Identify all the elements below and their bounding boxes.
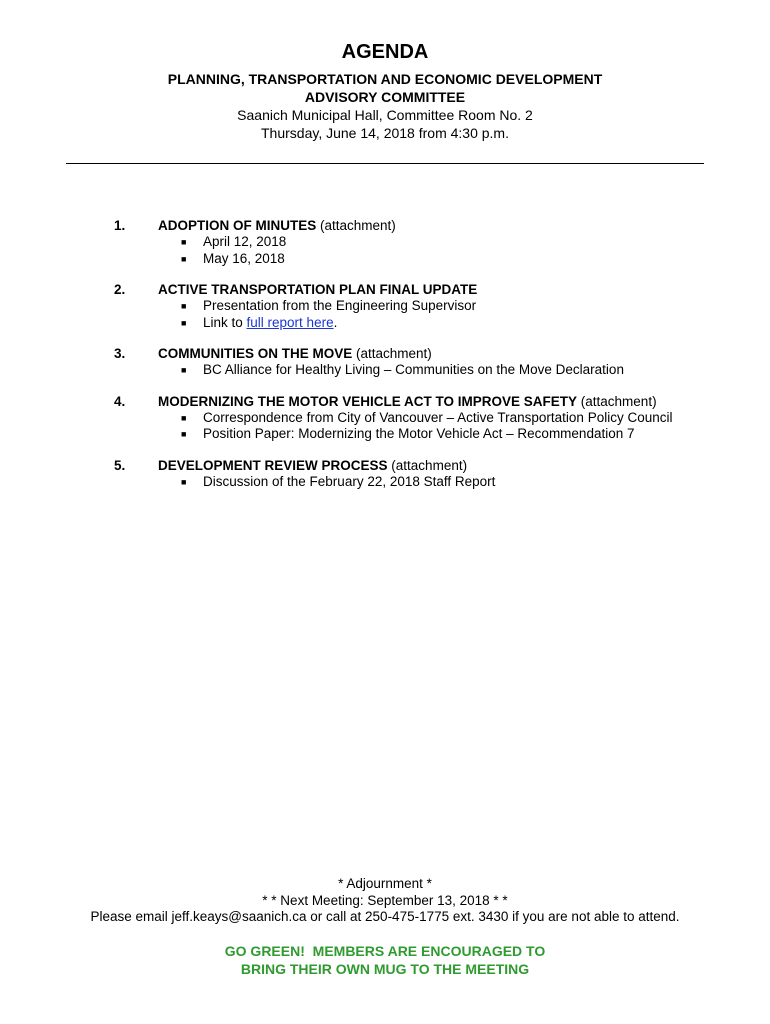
committee-name-line-1: PLANNING, TRANSPORTATION AND ECONOMIC DEVELOPMENT (167, 71, 603, 87)
page-title: AGENDA (341, 41, 429, 63)
committee-name-line-2: ADVISORY COMMITTEE (304, 89, 466, 105)
list-item (181, 362, 770, 379)
square-bullet-icon: ■ (181, 301, 187, 311)
agenda-item-heading (158, 457, 770, 474)
agenda-item-number: 3. (114, 346, 126, 361)
square-bullet-icon: ■ (181, 365, 187, 375)
adjournment-line: * Adjournment * (338, 876, 432, 891)
list-item (181, 410, 770, 427)
square-bullet-icon: ■ (181, 237, 187, 247)
agenda-item-title: COMMUNITIES ON THE MOVE (158, 346, 353, 361)
list-item (181, 234, 770, 251)
agenda-item-3 (0, 345, 770, 379)
agenda-item-title: ACTIVE TRANSPORTATION PLAN FINAL UPDATE (158, 282, 478, 297)
list-item (181, 315, 770, 332)
go-green-line-2: BRING THEIR OWN MUG TO THE MEETING (240, 961, 530, 977)
agenda-item-heading (158, 345, 770, 362)
agenda-footer (0, 876, 770, 926)
list-item-text: May 16, 2018 (203, 250, 285, 266)
list-item (181, 474, 770, 491)
list-item-text: Presentation from the Engineering Supervisor (203, 298, 477, 313)
next-meeting-line: * * Next Meeting: September 13, 2018 * * (262, 892, 508, 908)
agenda-item-bullets (181, 474, 770, 491)
agenda-item-title: MODERNIZING THE MOTOR VEHICLE ACT TO IMPROVE SAFETY (158, 393, 578, 409)
list-item (181, 251, 770, 268)
header-divider (66, 163, 704, 164)
meeting-datetime: Thursday, June 14, 2018 from 4:30 p.m. (261, 125, 509, 141)
list-item-text: Correspondence from City of Vancouver – Active Transportation Policy Council (203, 409, 673, 425)
list-item-text: Discussion of the February 22, 2018 Staff Report (203, 473, 496, 489)
list-item (181, 426, 770, 443)
agenda-item-bullets (181, 410, 770, 443)
agenda-item-title: DEVELOPMENT REVIEW PROCESS (158, 457, 388, 473)
list-item (181, 298, 770, 315)
agenda-item-bullets (181, 234, 770, 267)
square-bullet-icon: ■ (181, 476, 187, 487)
agenda-item-note: (attachment) (577, 393, 657, 409)
agenda-item-note: (attachment) (387, 457, 468, 473)
link-suffix: . (333, 314, 338, 330)
agenda-item-heading (158, 393, 770, 410)
agenda-item-2 (0, 281, 770, 331)
agenda-item-title: ADOPTION OF MINUTES (158, 218, 317, 233)
agenda-item-number: 5. (114, 457, 126, 473)
agenda-item-heading (158, 217, 770, 234)
agenda-item-heading (158, 281, 770, 298)
agenda-item-number: 2. (114, 282, 126, 297)
square-bullet-icon: ■ (181, 412, 187, 423)
square-bullet-icon: ■ (181, 429, 187, 439)
list-item-text: April 12, 2018 (203, 234, 287, 249)
agenda-item-bullets (181, 362, 770, 379)
list-item-text: Position Paper: Modernizing the Motor Vehicle Act – Recommendation 7 (203, 426, 635, 441)
agenda-item-note: (attachment) (316, 218, 396, 233)
go-green-message (0, 942, 770, 978)
square-bullet-icon: ■ (181, 253, 187, 264)
list-item-text: BC Alliance for Healthy Living – Communities on the Move Declaration (203, 362, 624, 377)
agenda-item-1 (0, 217, 770, 267)
contact-line: Please email jeff.keays@saanich.ca or call at 250-475-1775 ext. 3430 if you are not able to attend. (90, 909, 680, 924)
agenda-list (0, 217, 770, 504)
agenda-item-4 (0, 393, 770, 443)
agenda-item-5 (0, 457, 770, 491)
agenda-item-number: 4. (114, 393, 126, 409)
agenda-item-note: (attachment) (352, 346, 432, 361)
full-report-link[interactable]: full report here (246, 314, 334, 330)
go-green-line-1: GO GREEN! MEMBERS ARE ENCOURAGED TO (224, 943, 546, 959)
agenda-item-number: 1. (114, 218, 126, 233)
square-bullet-icon: ■ (181, 317, 187, 328)
agenda-item-bullets (181, 298, 770, 331)
agenda-header (0, 40, 770, 142)
meeting-location: Saanich Municipal Hall, Committee Room No. 2 (237, 107, 533, 123)
link-prefix: Link to (203, 314, 247, 330)
